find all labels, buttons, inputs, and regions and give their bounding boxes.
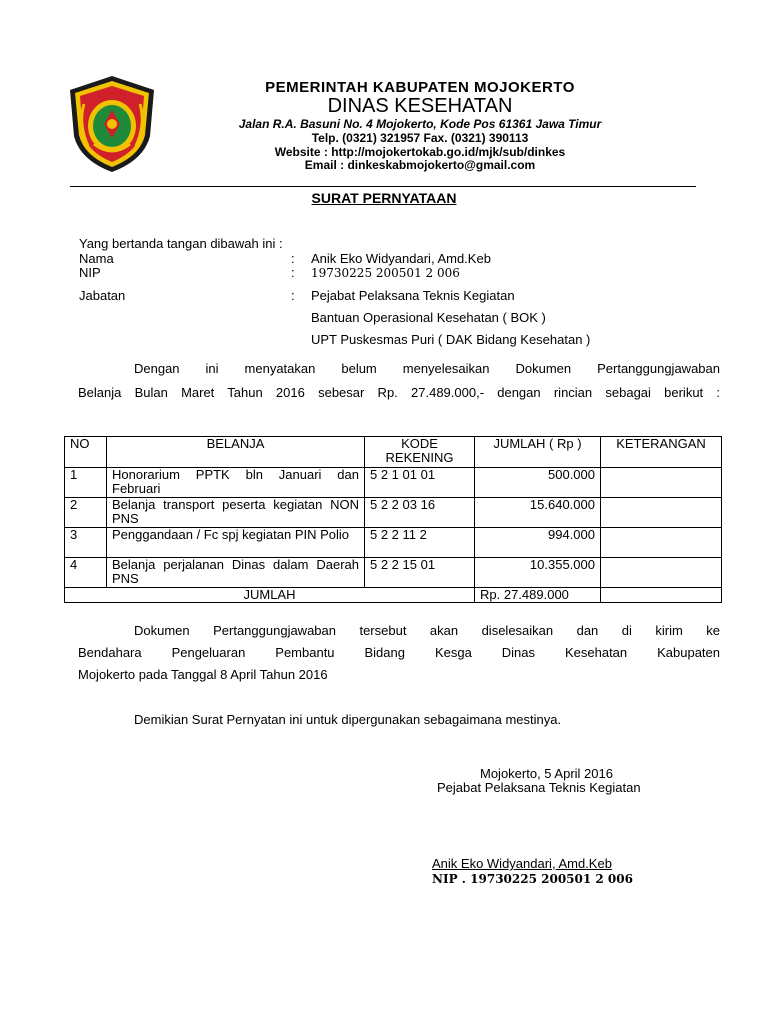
followup-line-1: Dokumen Pertanggungjawaban tersebut akan diselesaikan dan di kirim ke bbox=[134, 623, 720, 638]
agency-website: Website : http://mojokertokab.go.id/mjk/sub/dinkes bbox=[274, 145, 566, 159]
table-row bbox=[65, 528, 722, 558]
jabatan-line-1: Pejabat Pelaksana Teknis Kegiatan bbox=[311, 288, 515, 303]
table-row bbox=[65, 498, 722, 528]
government-name: PEMERINTAH KABUPATEN MOJOKERTO bbox=[265, 79, 575, 96]
closing-statement: Demikian Surat Pernyatan ini untuk dipergunakan sebagaimana mestinya. bbox=[134, 712, 562, 727]
nama-label: Nama bbox=[79, 251, 114, 266]
nama-colon: : bbox=[291, 251, 295, 266]
agency-phone: Telp. (0321) 321957 Fax. (0321) 390113 bbox=[311, 131, 529, 145]
total-value: Rp. 27.489.000 bbox=[475, 588, 601, 603]
row-belanja: Belanja transport peserta kegiatan NON PNS bbox=[107, 498, 365, 528]
row-belanja: Honorarium PPTK bln Januari dan Februari bbox=[107, 468, 365, 498]
nama-value: Anik Eko Widyandari, Amd.Keb bbox=[311, 251, 491, 266]
nip-value: 19730225 200501 2 006 bbox=[311, 266, 460, 280]
table-row bbox=[65, 468, 722, 498]
row-keterangan bbox=[601, 528, 722, 558]
signer-nip: NIP . 19730225 200501 2 006 bbox=[432, 872, 633, 886]
row-no: 3 bbox=[65, 528, 107, 558]
statement-line-1: Dengan ini menyatakan belum menyelesaikan Dokumen Pertanggungjawaban bbox=[134, 361, 720, 376]
statement-line-2: Belanja Bulan Maret Tahun 2016 sebesar Rp. 27.489.000,- dengan rincian sebagai berikut : bbox=[78, 385, 720, 400]
row-keterangan bbox=[601, 558, 722, 588]
regency-emblem-logo bbox=[64, 74, 160, 174]
header-no: NO bbox=[65, 437, 107, 468]
row-no: 1 bbox=[65, 468, 107, 498]
place-date: Mojokerto, 5 April 2016 bbox=[480, 766, 613, 781]
row-keterangan bbox=[601, 468, 722, 498]
row-no: 2 bbox=[65, 498, 107, 528]
row-kode: 5 2 1 01 01 bbox=[365, 468, 475, 498]
jabatan-label: Jabatan bbox=[79, 288, 126, 303]
signatory-intro: Yang bertanda tangan dibawah ini : bbox=[79, 236, 283, 251]
header-jumlah: JUMLAH ( Rp ) bbox=[475, 437, 601, 468]
total-label: JUMLAH bbox=[65, 588, 475, 603]
document-title: SURAT PERNYATAAN bbox=[311, 190, 457, 206]
agency-name: DINAS KESEHATAN bbox=[327, 95, 513, 117]
jabatan-line-2: Bantuan Operasional Kesehatan ( BOK ) bbox=[311, 310, 546, 325]
nip-label: NIP bbox=[79, 265, 101, 280]
header-belanja: BELANJA bbox=[107, 437, 365, 468]
header-keterangan: KETERANGAN bbox=[601, 437, 722, 468]
row-jumlah: 500.000 bbox=[475, 468, 601, 498]
table-total-row bbox=[65, 588, 722, 603]
row-belanja: Belanja perjalanan Dinas dalam Daerah PNS bbox=[107, 558, 365, 588]
table-header-row bbox=[65, 437, 722, 468]
row-jumlah: 15.640.000 bbox=[475, 498, 601, 528]
nip-colon: : bbox=[291, 265, 295, 280]
followup-line-2: Bendahara Pengeluaran Pembantu Bidang Kesga Dinas Kesehatan Kabupaten bbox=[78, 645, 720, 660]
row-keterangan bbox=[601, 498, 722, 528]
followup-line-3: Mojokerto pada Tanggal 8 April Tahun 2016 bbox=[78, 667, 328, 682]
signer-name: Anik Eko Widyandari, Amd.Keb bbox=[432, 856, 612, 871]
agency-email: Email : dinkeskabmojokerto@gmail.com bbox=[304, 158, 536, 172]
row-kode: 5 2 2 15 01 bbox=[365, 558, 475, 588]
table-row bbox=[65, 558, 722, 588]
row-no: 4 bbox=[65, 558, 107, 588]
row-kode: 5 2 2 11 2 bbox=[365, 528, 475, 558]
signer-position: Pejabat Pelaksana Teknis Kegiatan bbox=[437, 780, 641, 795]
total-keterangan bbox=[601, 588, 722, 603]
expense-table bbox=[64, 436, 722, 603]
letterhead-divider bbox=[70, 186, 696, 187]
jabatan-colon: : bbox=[291, 288, 295, 303]
agency-address: Jalan R.A. Basuni No. 4 Mojokerto, Kode Pos 61361 Jawa Timur bbox=[238, 117, 602, 131]
jabatan-line-3: UPT Puskesmas Puri ( DAK Bidang Kesehatan ) bbox=[311, 332, 591, 347]
row-kode: 5 2 2 03 16 bbox=[365, 498, 475, 528]
row-jumlah: 994.000 bbox=[475, 528, 601, 558]
row-jumlah: 10.355.000 bbox=[475, 558, 601, 588]
row-belanja: Penggandaan / Fc spj kegiatan PIN Polio bbox=[107, 528, 365, 558]
header-kode-rekening: KODE REKENING bbox=[365, 437, 475, 468]
